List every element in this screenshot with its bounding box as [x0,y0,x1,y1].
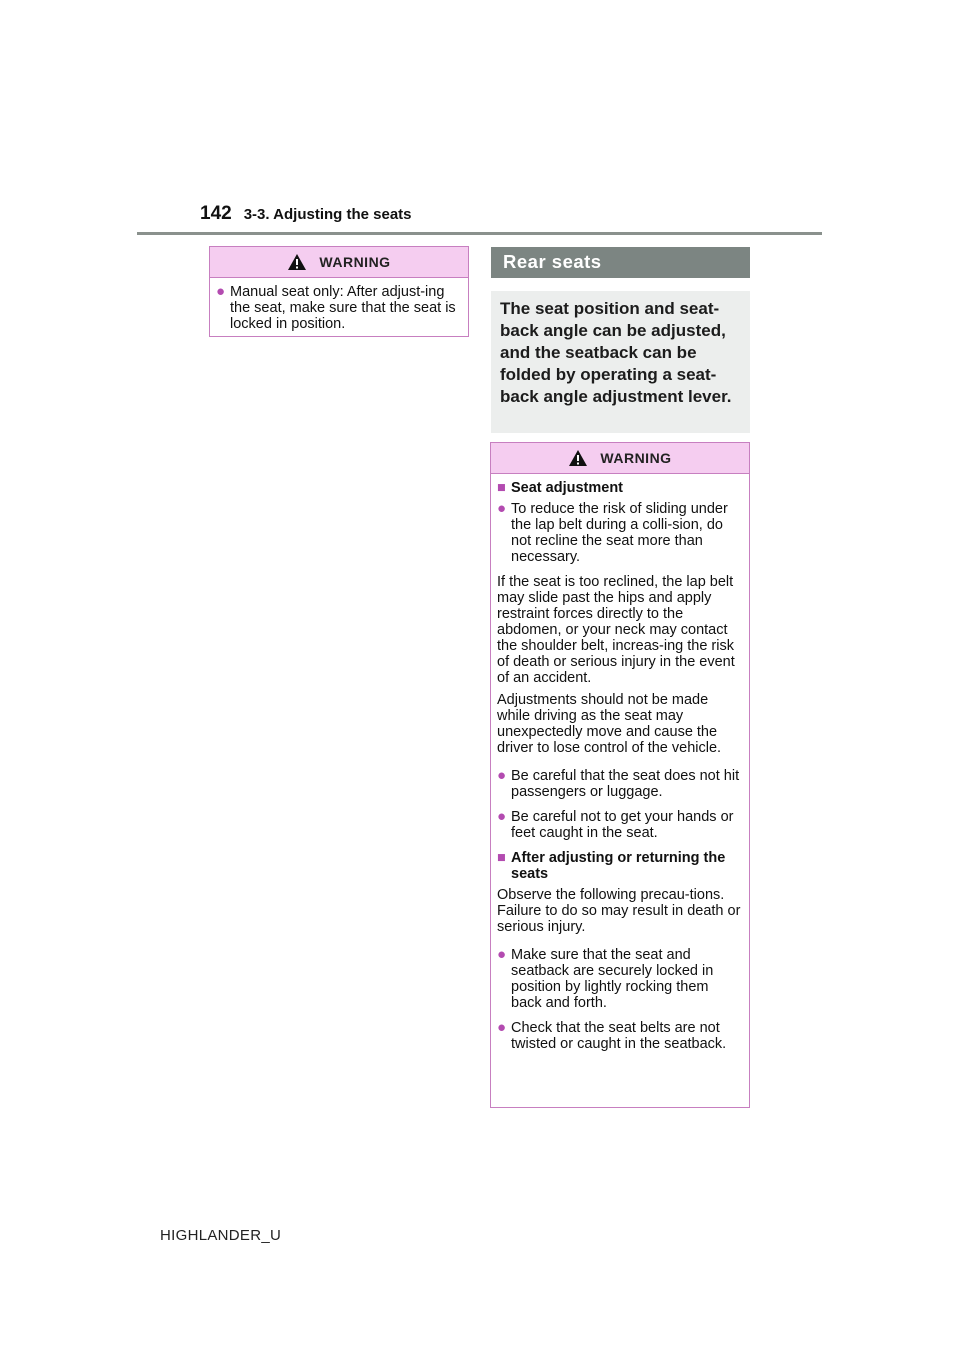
footer-model: HIGHLANDER_U [160,1227,282,1244]
list-item: ● To reduce the risk of sliding under the lap belt during a colli-sion, do not recline the seat more than necessary. [497,500,728,565]
bullet-icon: ● [497,500,507,517]
list-item: ● Make sure that the seat and seatback are securely locked in position by lightly rocking them back and forth. [497,946,714,1011]
warning-header [210,247,468,278]
list-item: ● Be careful not to get your hands or feet caught in the seat. [497,808,734,841]
header-divider [137,232,822,235]
warning-box-right [490,442,750,1108]
paragraph: Adjustments should not be made while driving as the seat may unexpectedly move and cause the driver to lose control of the vehicle. [497,692,722,756]
warning-header [491,443,749,474]
warning-title: WARNING [600,450,672,466]
list-item: ● Be careful that the seat does not hit passengers or luggage. [497,767,740,800]
warning-box-left [209,246,469,337]
bullet-icon: ● [216,283,226,300]
subheading: ■ Seat adjustment [497,480,623,496]
bullet-icon: ● [497,767,507,784]
rear-seats-heading: Rear seats [491,247,750,278]
warning-triangle-icon [568,449,588,467]
list-item: ● Check that the seat belts are not twisted or caught in the seatback. [497,1019,727,1052]
warning-triangle-icon [287,253,307,271]
bullet-icon: ● [497,946,507,963]
list-item: ● Manual seat only: After adjust-ing the seat, make sure that the seat is locked in position. [216,283,456,332]
paragraph: If the seat is too reclined, the lap belt may slide past the hips and apply restraint forces directly to the abdomen, or your neck may contact the shoulder belt, increas-ing the risk of death or serious injury in the event of an accident. [497,574,735,686]
bullet-icon: ● [497,1019,507,1036]
rear-seats-intro: The seat position and seat-back angle can be adjusted, and the seatback can be folded by operating a seat-back angle adjustment lever. [491,291,750,433]
warning-title: WARNING [319,254,391,270]
paragraph: Observe the following precau-tions. Failure to do so may result in death or serious injury. [497,887,741,935]
square-bullet-icon: ■ [497,480,506,496]
page-header [200,203,412,225]
bullet-icon: ● [497,808,507,825]
subheading: ■ After adjusting or returning the seats [497,850,726,882]
section-title: 3-3. Adjusting the seats [243,206,412,223]
square-bullet-icon: ■ [497,850,506,866]
page-number: 142 [200,203,232,224]
